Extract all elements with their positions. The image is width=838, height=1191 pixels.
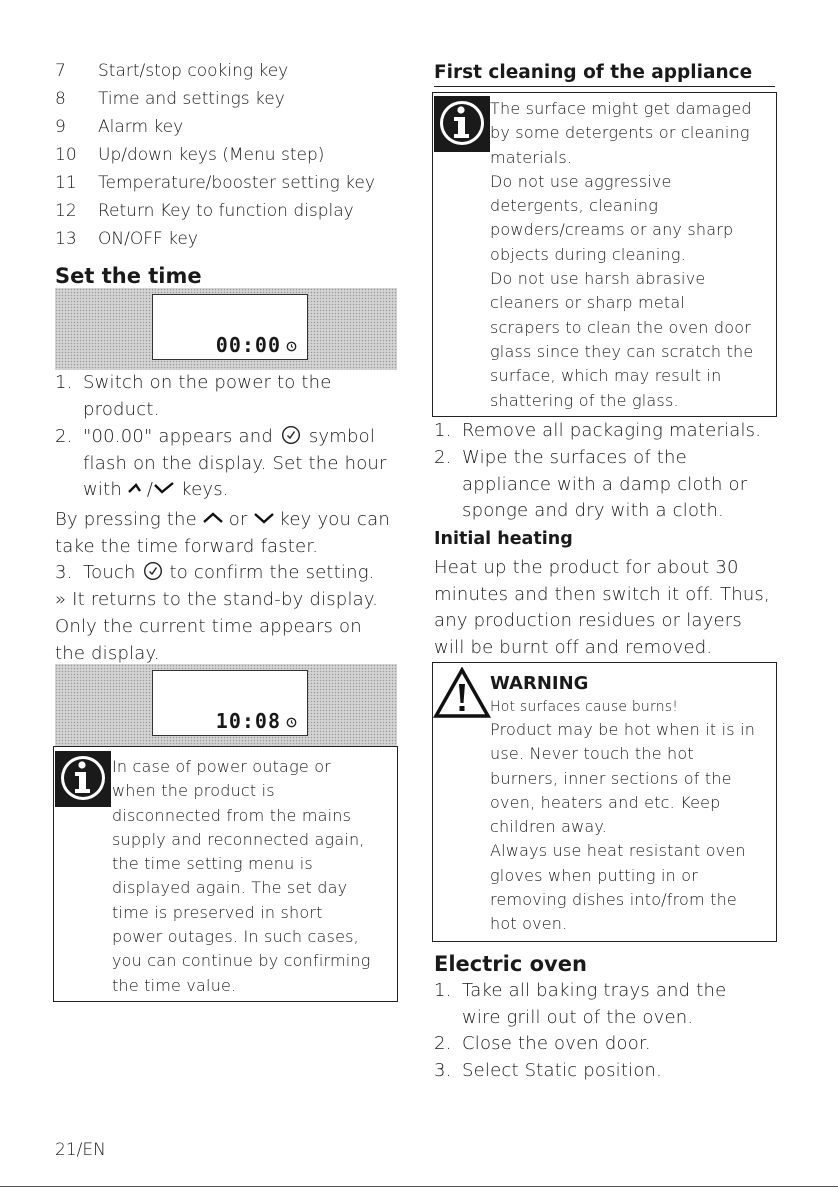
chevron-down-icon [153,482,175,494]
list-item: 7 Start/stop cooking key [55,61,289,81]
key-list [55,57,415,253]
chevron-up-icon [203,512,223,524]
warning-title: WARNING [490,673,589,694]
section-heading-initial-heating: Initial heating [434,529,573,549]
list-item: 10 Up/down keys (Menu step) [55,145,325,165]
display-illustration-2 [55,664,397,746]
chevron-down-icon [254,512,274,524]
info-icon [434,96,490,152]
list-item: 12 Return Key to function display [55,201,354,221]
list-item: 13 ON/OFF key [55,229,198,249]
lcd-time: 00:00 [215,333,281,357]
lcd-time: 10:08 [215,709,281,733]
clock-icon [286,341,297,352]
initial-heating-text: Heat up the product for about 30 minutes and then switch it off. Thus, any production residues or layers will be burnt off and removed. [434,557,770,658]
warning-triangle-icon [433,667,491,719]
list-item: 8 Time and settings key [55,89,285,109]
lcd-screen [152,294,308,360]
step-2: 2. "00.00" appears and symbol flash on the display. Set the hour with / keys. [55,426,387,500]
heading-underline [434,86,775,87]
warning-text: Product may be hot when it is in use. Never touch the hot burners, inner sections of the oven, heaters and etc. Keep children away. Always use heat resistant oven gloves when putting in or removing dishes into/from the hot oven. [490,720,756,934]
section-heading-set-time: Set the time [55,264,202,288]
warning-box [432,662,777,942]
paragraph-display: Only the current time appears on the display. [55,616,362,664]
section-heading-electric-oven: Electric oven [434,952,587,976]
info-icon [55,751,111,807]
step-1: 1. Switch on the power to the product. [55,372,332,420]
page-number: 21/EN [55,1140,106,1160]
list-item: 9 Alarm key [55,117,184,137]
section-heading-first-cleaning: First cleaning of the appliance [434,62,753,83]
cleaning-step-2: 2. Wipe the surfaces of the appliance with a damp cloth or sponge and dry with a cloth. [434,447,748,521]
footer-rule [0,1186,838,1187]
warning-subtitle: Hot surfaces cause burns! [490,699,679,715]
lcd-screen [152,670,308,736]
paragraph-faster: By pressing the or key you can take the time forward faster. [55,509,390,557]
result-text: » It returns to the stand-by display. [55,589,379,610]
display-illustration-1 [55,288,397,370]
oven-step-1: 1. Take all baking trays and the wire grill out of the oven. [434,980,727,1028]
info-note-cleaning [432,92,777,417]
clock-icon [286,717,297,728]
clock-icon [143,561,163,581]
note-text: The surface might get damaged by some detergents or cleaning materials. Do not use aggressive detergents, cleaning powders/creams or any sharp objects during cleaning. Do not use harsh abrasive cleaners or sharp metal scrapers to clean the oven door glass since they can scratch the surface, which may result in shattering of the glass. [490,99,754,410]
list-item: 11 Temperature/booster setting key [55,173,375,193]
note-text: In case of power outage or when the product is disconnected from the mains supply and reconnected again, the time setting menu is displayed again. The set day time is preserved in short power outages. In such cases, you can continue by confirming the time value. [112,757,371,995]
info-note-power-outage [53,746,398,1002]
clock-icon [281,425,301,445]
